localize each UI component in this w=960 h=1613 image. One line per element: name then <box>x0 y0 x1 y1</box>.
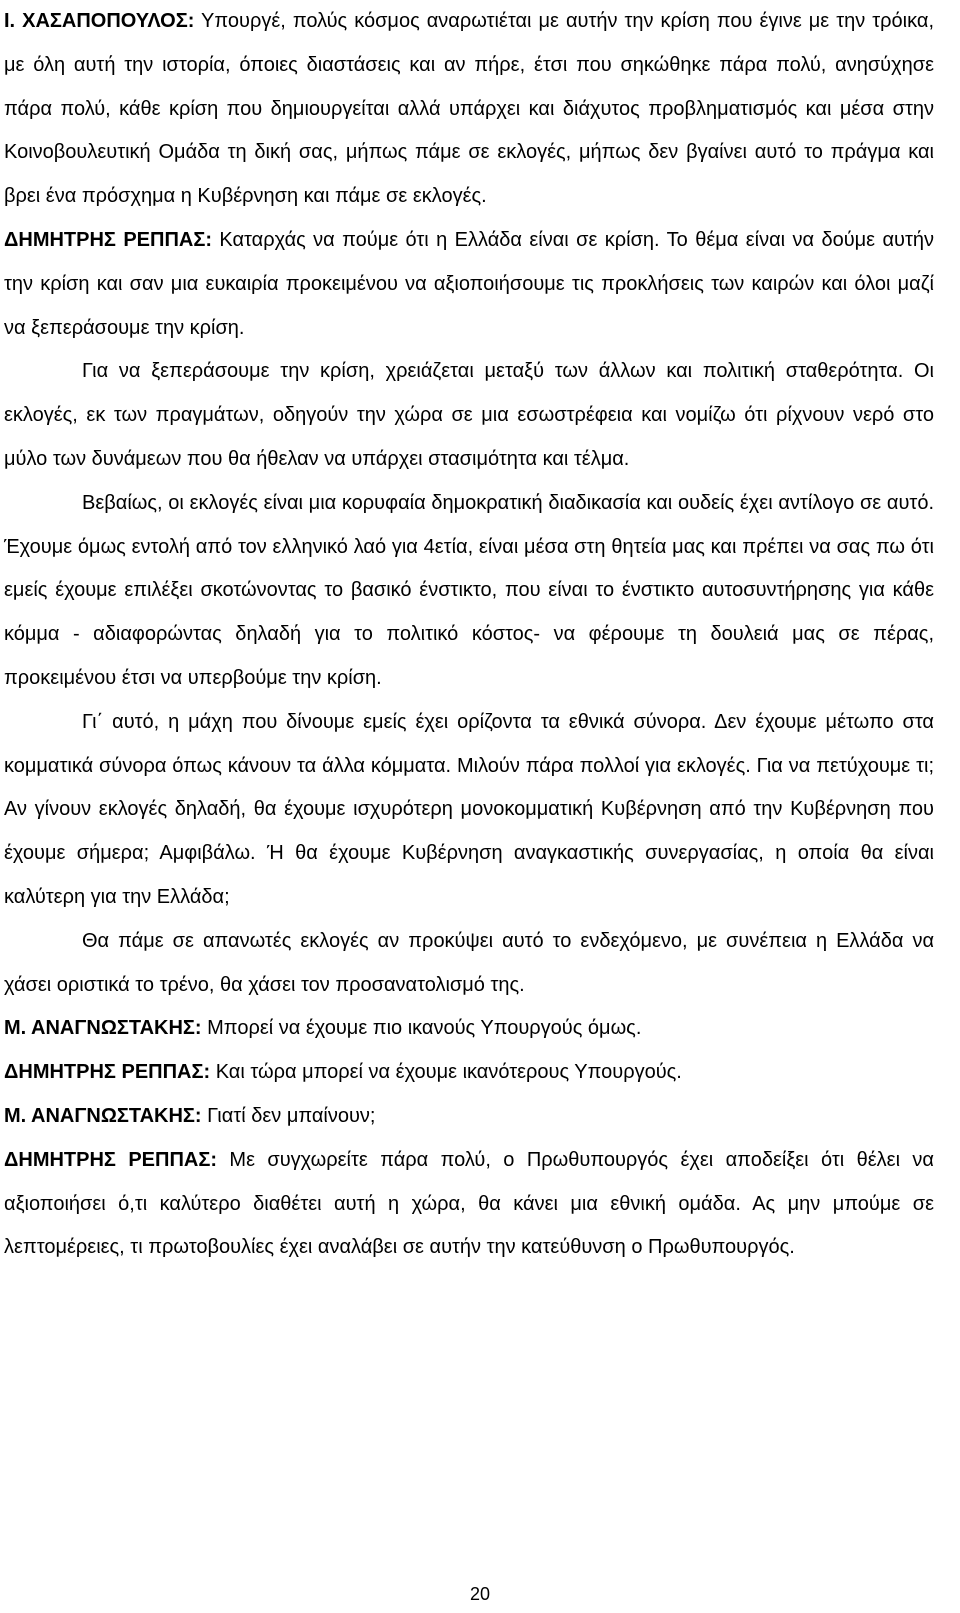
speaker-label: ΔΗΜΗΤΡΗΣ ΡΕΠΠΑΣ: <box>4 228 212 251</box>
paragraph-reppas-answer-2 <box>4 1051 934 1095</box>
speaker-label: Μ. ΑΝΑΓΝΩΣΤΑΚΗΣ: <box>4 1017 202 1040</box>
paragraph-consecutive-elections <box>4 920 934 1008</box>
paragraph-elections-mandate <box>4 482 934 701</box>
speaker-label: ΔΗΜΗΤΡΗΣ ΡΕΠΠΑΣ: <box>4 1148 217 1171</box>
speaker-label: ΔΗΜΗΤΡΗΣ ΡΕΠΠΑΣ: <box>4 1061 211 1084</box>
transcript-body <box>4 0 934 1270</box>
paragraph-text: Και τώρα μπορεί να έχουμε ικανότερους Υπουργούς. <box>210 1061 682 1084</box>
paragraph-reppas-answer-1 <box>4 219 934 350</box>
paragraph-hasapopoulos-question <box>4 0 934 219</box>
paragraph-stability <box>4 350 934 481</box>
paragraph-text: Υπουργέ, πολύς κόσμος αναρωτιέται με αυτήν την κρίση που έγινε με την τρόικα, με όλη αυτή την ιστορία, όποιες διαστάσεις και αν πήρε, έτσι που σηκώθηκε πάρα πολύ, ανησύχησε πάρα πολύ, κάθε κρίση που δημιουργείται αλλά υπάρχει και διάχυτος προβληματισμός και μέσα στην Κοινοβουλευτική Ομάδα τη δική σας, μήπως πάμε σε εκλογές, μήπως δεν βγαίνει αυτό το πράγμα και βρει ένα πρόσχημα η Κυβέρνηση και πάμε σε εκλογές. <box>4 10 934 208</box>
paragraph-anagnostakis-1 <box>4 1007 934 1051</box>
paragraph-anagnostakis-2 <box>4 1095 934 1139</box>
paragraph-reppas-answer-3 <box>4 1139 934 1270</box>
paragraph-text: Γι΄ αυτό, η μάχη που δίνουμε εμείς έχει ορίζοντα τα εθνικά σύνορα. Δεν έχουμε μέτωπο στα κομματικά σύνορα όπως κάνουν τα άλλα κόμματα. Μιλούν πάρα πολλοί για εκλογές. Για να πετύχουμε τι; Αν γίνουν εκλογές δηλαδή, θα έχουμε ισχυρότερη μονοκομματική Κυβέρνηση από την Κυβέρνηση που έχουμε σήμερα; Αμφιβάλω. Ή θα έχουμε Κυβέρνηση αναγκαστικής συνεργασίας, η οποία θα είναι καλύτερη για την Ελλάδα; <box>4 710 934 908</box>
paragraph-text: Μπορεί να έχουμε πιο ικανούς Υπουργούς όμως. <box>201 1017 642 1040</box>
speaker-label: Μ. ΑΝΑΓΝΩΣΤΑΚΗΣ: <box>4 1104 202 1127</box>
paragraph-text: Καταρχάς να πούμε ότι η Ελλάδα είναι σε κρίση. Το θέμα είναι να δούμε αυτήν την κρίση και σαν μια ευκαιρία προκειμένου να αξιοποιήσουμε τις προκλήσεις των καιρών και όλοι μαζί να ξεπεράσουμε την κρίση. <box>4 228 934 339</box>
page-number: 20 <box>469 1584 491 1604</box>
paragraph-text: Γιατί δεν μπαίνουν; <box>201 1104 376 1127</box>
paragraph-text: Βεβαίως, οι εκλογές είναι μια κορυφαία δημοκρατική διαδικασία και ουδείς έχει αντίλογο σε αυτό. Έχουμε όμως εντολή από τον ελληνικό λαό για 4ετία, είναι μέσα στη θητεία μας και πρέπει να σας πω ότι εμείς έχουμε επιλέξει σκοτώνοντας το βασικό ένστικτο, που είναι το ένστικτο αυτοσυντήρησης για κάθε κόμμα - αδιαφορώντας δηλαδή για το πολιτικό κόστος- να φέρουμε τη δουλειά μας σε πέρας, προκειμένου έτσι να υπερβούμε την κρίση. <box>4 491 934 689</box>
paragraph-text: Θα πάμε σε απανωτές εκλογές αν προκύψει αυτό το ενδεχόμενο, με συνέπεια η Ελλάδα να χάσει οριστικά το τρένο, θα χάσει τον προσανατολισμό της. <box>4 929 934 996</box>
paragraph-national-borders <box>4 701 934 920</box>
paragraph-text: Με συγχωρείτε πάρα πολύ, ο Πρωθυπουργός έχει αποδείξει ότι θέλει να αξιοποιήσει ό,τι καλύτερο διαθέτει αυτή η χώρα, θα κάνει μια εθνική ομάδα. Ας μην μπούμε σε λεπτομέρειες, τι πρωτοβουλίες έχει αναλάβει σε αυτήν την κατεύθυνση ο Πρωθυπουργός. <box>4 1148 934 1259</box>
speaker-label: Ι. ΧΑΣΑΠΟΠΟΥΛΟΣ: <box>4 10 195 32</box>
paragraph-text: Για να ξεπεράσουμε την κρίση, χρειάζεται μεταξύ των άλλων και πολιτική σταθερότητα. Οι εκλογές, εκ των πραγμάτων, οδηγούν την χώρα σε μια εσωστρέφεια και νομίζω ότι ρίχνουν νερό στο μύλο των δυνάμεων που θα ήθελαν να υπάρχει στασιμότητα και τέλμα. <box>4 360 934 470</box>
